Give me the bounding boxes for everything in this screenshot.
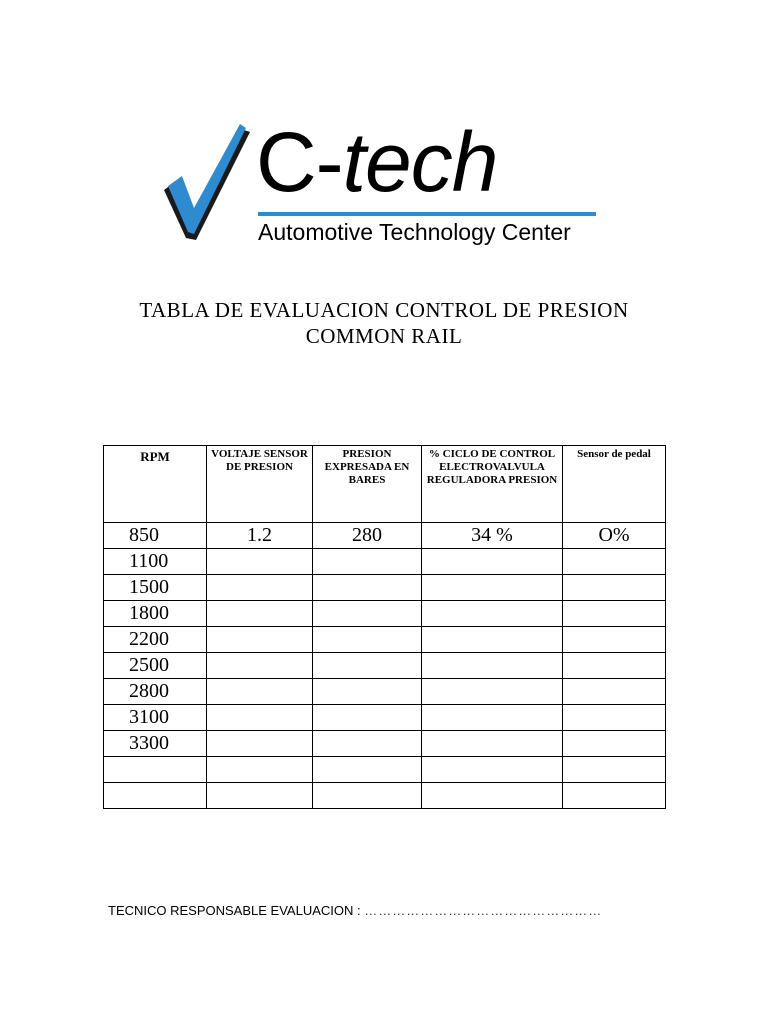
cell-voltaje bbox=[207, 601, 313, 627]
cell-rpm: 1100 bbox=[104, 549, 207, 575]
signature-dots: …………………………………………… bbox=[364, 903, 603, 918]
cell-ciclo bbox=[422, 757, 563, 783]
cell-sensor-pedal bbox=[563, 679, 666, 705]
ctech-logo bbox=[160, 108, 600, 248]
table-row bbox=[104, 705, 666, 731]
cell-voltaje bbox=[207, 679, 313, 705]
table-row bbox=[104, 601, 666, 627]
table-row bbox=[104, 653, 666, 679]
table-row bbox=[104, 549, 666, 575]
cell-voltaje bbox=[207, 627, 313, 653]
cell-sensor-pedal bbox=[563, 601, 666, 627]
cell-ciclo bbox=[422, 601, 563, 627]
cell-presion bbox=[313, 627, 422, 653]
cell-ciclo bbox=[422, 731, 563, 757]
cell-voltaje bbox=[207, 549, 313, 575]
cell-rpm: 2800 bbox=[104, 679, 207, 705]
cell-voltaje bbox=[207, 705, 313, 731]
cell-voltaje bbox=[207, 653, 313, 679]
cell-ciclo bbox=[422, 575, 563, 601]
cell-rpm bbox=[104, 757, 207, 783]
cell-presion bbox=[313, 731, 422, 757]
table-row bbox=[104, 731, 666, 757]
table-row bbox=[104, 783, 666, 809]
cell-voltaje: 1.2 bbox=[207, 523, 313, 549]
table-row bbox=[104, 523, 666, 549]
cell-sensor-pedal bbox=[563, 627, 666, 653]
cell-presion bbox=[313, 601, 422, 627]
cell-sensor-pedal: O% bbox=[563, 523, 666, 549]
brand-tagline: Automotive Technology Center bbox=[258, 219, 571, 245]
cell-ciclo: 34 % bbox=[422, 523, 563, 549]
header-rpm: RPM bbox=[104, 446, 207, 523]
cell-sensor-pedal bbox=[563, 757, 666, 783]
cell-rpm: 1800 bbox=[104, 601, 207, 627]
evaluation-table bbox=[103, 445, 666, 809]
cell-ciclo bbox=[422, 627, 563, 653]
cell-sensor-pedal bbox=[563, 549, 666, 575]
cell-sensor-pedal bbox=[563, 705, 666, 731]
cell-presion bbox=[313, 549, 422, 575]
cell-ciclo bbox=[422, 549, 563, 575]
cell-rpm bbox=[104, 783, 207, 809]
header-ciclo: % CICLO DE CONTROL ELECTROVALVULA REGULADORA PRESION bbox=[422, 446, 563, 523]
table-row bbox=[104, 757, 666, 783]
technician-label: TECNICO RESPONSABLE EVALUACION : bbox=[108, 903, 361, 918]
header-voltaje: VOLTAJE SENSOR DE PRESION bbox=[207, 446, 313, 523]
cell-voltaje bbox=[207, 783, 313, 809]
technician-signature-line bbox=[108, 903, 602, 918]
cell-rpm: 1500 bbox=[104, 575, 207, 601]
cell-rpm: 2500 bbox=[104, 653, 207, 679]
cell-voltaje bbox=[207, 575, 313, 601]
cell-ciclo bbox=[422, 653, 563, 679]
cell-sensor-pedal bbox=[563, 731, 666, 757]
header-sensor-pedal: Sensor de pedal bbox=[563, 446, 666, 523]
cell-ciclo bbox=[422, 705, 563, 731]
cell-sensor-pedal bbox=[563, 575, 666, 601]
brand-name: C-tech bbox=[256, 115, 498, 209]
cell-voltaje bbox=[207, 757, 313, 783]
table-row bbox=[104, 627, 666, 653]
checkmark-icon bbox=[160, 108, 260, 248]
page-subtitle: COMMON RAIL bbox=[305, 324, 463, 348]
table-header-row bbox=[104, 446, 666, 523]
cell-rpm: 850 bbox=[104, 523, 207, 549]
cell-presion bbox=[313, 783, 422, 809]
cell-ciclo bbox=[422, 783, 563, 809]
cell-sensor-pedal bbox=[563, 653, 666, 679]
cell-presion bbox=[313, 575, 422, 601]
table-row bbox=[104, 679, 666, 705]
page-title: TABLA DE EVALUACION CONTROL DE PRESION bbox=[139, 298, 629, 322]
brand-underline bbox=[258, 212, 596, 216]
cell-voltaje bbox=[207, 731, 313, 757]
cell-rpm: 3300 bbox=[104, 731, 207, 757]
header-presion: PRESION EXPRESADA EN BARES bbox=[313, 446, 422, 523]
cell-rpm: 3100 bbox=[104, 705, 207, 731]
cell-sensor-pedal bbox=[563, 783, 666, 809]
cell-ciclo bbox=[422, 679, 563, 705]
cell-presion bbox=[313, 705, 422, 731]
cell-rpm: 2200 bbox=[104, 627, 207, 653]
cell-presion bbox=[313, 653, 422, 679]
cell-presion bbox=[313, 679, 422, 705]
table-row bbox=[104, 575, 666, 601]
cell-presion bbox=[313, 757, 422, 783]
cell-presion: 280 bbox=[313, 523, 422, 549]
